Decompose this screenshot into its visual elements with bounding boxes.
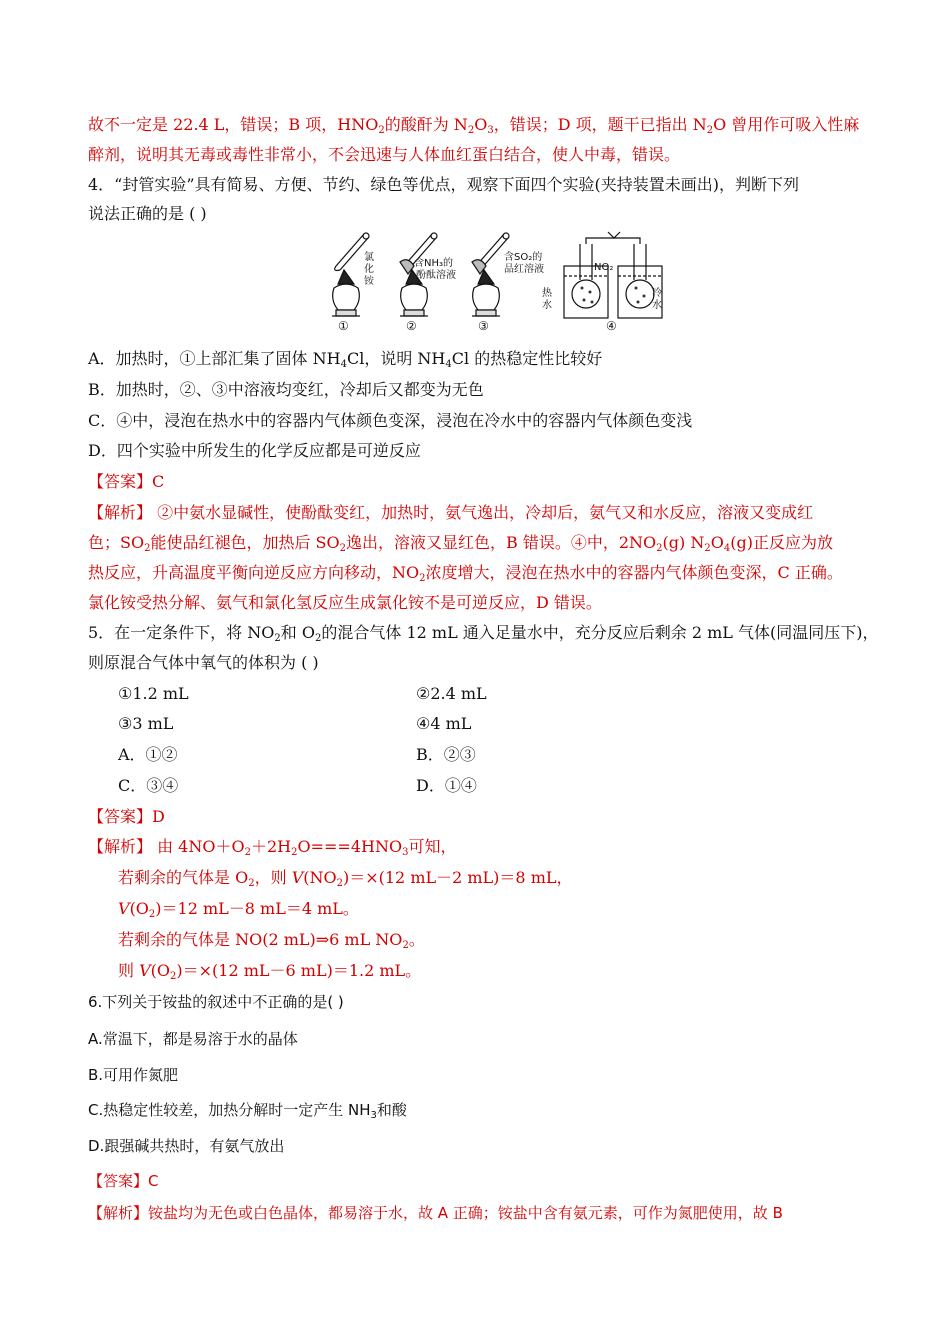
figure-num-4: ④ — [606, 319, 617, 333]
q5-choice-3: ③3 mL — [118, 714, 174, 733]
q5-stem-line-1: 5．在一定条件下，将 $NO_2$和 $O_2$的混合气体 12 mL 通入足量水中，充分反应后剩余 2 mL 气体(同温同压下)， — [88, 623, 879, 644]
q5-explanation-line-2: $V(O_2)=12$ mL－8 mL＝4 mL。 — [118, 899, 359, 920]
q6-option-b: B.可用作氮肥 — [88, 1066, 179, 1084]
q6-stem: 6.下列关于铵盐的叙述中不正确的是( ) — [88, 993, 344, 1011]
q4-explanation-line-3: 热反应，升高温度平衡向逆反应方向移动，$NO_2$浓度增大，浸泡在热水中的容器内气体颜色变深，C 正确。 — [88, 563, 843, 584]
q6-option-c: C.热稳定性较差，加热分解时一定产生 $NH_3$和酸 — [88, 1101, 407, 1121]
q4-explanation-line-1: 【解析】 ②中氨水显碱性，使酚酞变红，加热时，氨气逸出，冷却后，氨气又和水反应，溶液又变成红 — [88, 503, 814, 522]
q5-explanation-line-0: 【解析】 由 $4NO+O_2+2H_2O===4HNO_3$可知， — [88, 837, 457, 858]
q4-option-a: A．加热时，①上部汇集了固体 $NH_4Cl$，说明 $NH_4Cl$ 的热稳定性比较好 — [88, 349, 603, 370]
figure-num-2: ② — [406, 319, 417, 333]
q5-choice-1: ①1.2 mL — [118, 684, 189, 703]
label-no2: NO₂ — [594, 262, 614, 273]
label-nh4cl-1: 氯 — [364, 252, 374, 263]
q6-explanation: 【解析】铵盐均为无色或白色晶体，都易溶于水，故 A 正确；铵盐中含有氨元素，可作为氮肥使用，故 B — [88, 1204, 783, 1222]
label-nh3-solution-2: 酚酞溶液 — [416, 270, 456, 281]
q4-explanation-line-2: 色；$SO_2$能使品红褪色，加热后 $SO_2$逸出，溶液又显红色，B 错误。④中，$2NO_2(g)$ $N_2O_4(g)$正反应为放 — [88, 533, 833, 554]
q5-stem-line-2: 则原混合气体中氧气的体积为 ( ) — [88, 653, 319, 672]
q4-stem-line-2: 说法正确的是 ( ) — [88, 204, 207, 223]
q5-option-b: B．②③ — [416, 745, 476, 764]
label-hot-water-2: 水 — [542, 300, 552, 311]
q5-choice-2: ②2.4 mL — [416, 684, 487, 703]
q4-explanation-line-4: 氯化铵受热分解、氨气和氯化氢反应生成氯化铵不是可逆反应，D 错误。 — [88, 593, 602, 612]
q4-answer: 【答案】C — [88, 472, 165, 491]
label-nh4cl-2: 化 — [364, 264, 374, 275]
q4-option-d: D．四个实验中所发生的化学反应都是可逆反应 — [88, 441, 421, 460]
q5-option-c: C．③④ — [118, 776, 179, 795]
q4-option-b: B．加热时，②、③中溶液均变红，冷却后又都变为无色 — [88, 380, 484, 399]
label-so2-solution-2: 品红溶液 — [504, 264, 544, 275]
figure-num-1: ① — [338, 319, 349, 333]
q5-option-d: D．①④ — [416, 776, 477, 795]
q6-answer: 【答案】C — [88, 1172, 159, 1190]
label-cold-water-1: 冷 — [652, 288, 662, 299]
q6-option-d: D.跟强碱共热时，有氨气放出 — [88, 1137, 285, 1155]
figure-num-3: ③ — [478, 319, 489, 333]
apparatus-4 — [564, 232, 662, 318]
label-so2-solution-1: 含SO₂的 — [504, 252, 543, 263]
q6-option-a: A.常温下，都是易溶于水的晶体 — [88, 1030, 298, 1048]
label-cold-water-2: 水 — [652, 300, 662, 311]
q4-option-c: C．④中，浸泡在热水中的容器内气体颜色变深，浸泡在冷水中的容器内气体颜色变浅 — [88, 411, 693, 430]
q5-answer: 【答案】D — [88, 807, 165, 826]
q5-explanation-line-4: 则 $V(O_2)=\times(12$ mL－6 mL)＝1.2 mL。 — [118, 961, 422, 982]
label-nh4cl-3: 铵 — [364, 276, 374, 287]
label-hot-water-1: 热 — [542, 288, 552, 299]
q5-choice-4: ④4 mL — [416, 714, 472, 733]
sealed-tube-experiments-figure — [328, 226, 668, 334]
explanation-carry-line-2: 醉剂，说明其无毒或毒性非常小，不会迅速与人体血红蛋白结合，使人中毒，错误。 — [88, 145, 681, 164]
q4-stem-line-1: 4．“封管实验”具有简易、方便、节约、绿色等优点，观察下面四个实验(夹持装置未画出)，判断下列 — [88, 175, 800, 194]
label-nh3-solution-1: 含NH₃的 — [414, 258, 454, 269]
q5-explanation-line-3: 若剩余的气体是 NO(2 mL)⇒6 mL $NO_2$。 — [118, 930, 425, 951]
explanation-carry-line-1: 故不一定是 22.4 L，错误；B 项，$HNO_2$的酸酐为 $N_2O_3$，错误；D 项，题干已指出 $N_2O$ 曾用作可吸入性麻 — [88, 115, 860, 136]
q5-explanation-line-1: 若剩余的气体是 $O_2$，则 $V(NO_2)=\times(12$ mL－2 mL)＝8 mL， — [118, 868, 573, 889]
q5-option-a: A．①② — [118, 745, 178, 764]
